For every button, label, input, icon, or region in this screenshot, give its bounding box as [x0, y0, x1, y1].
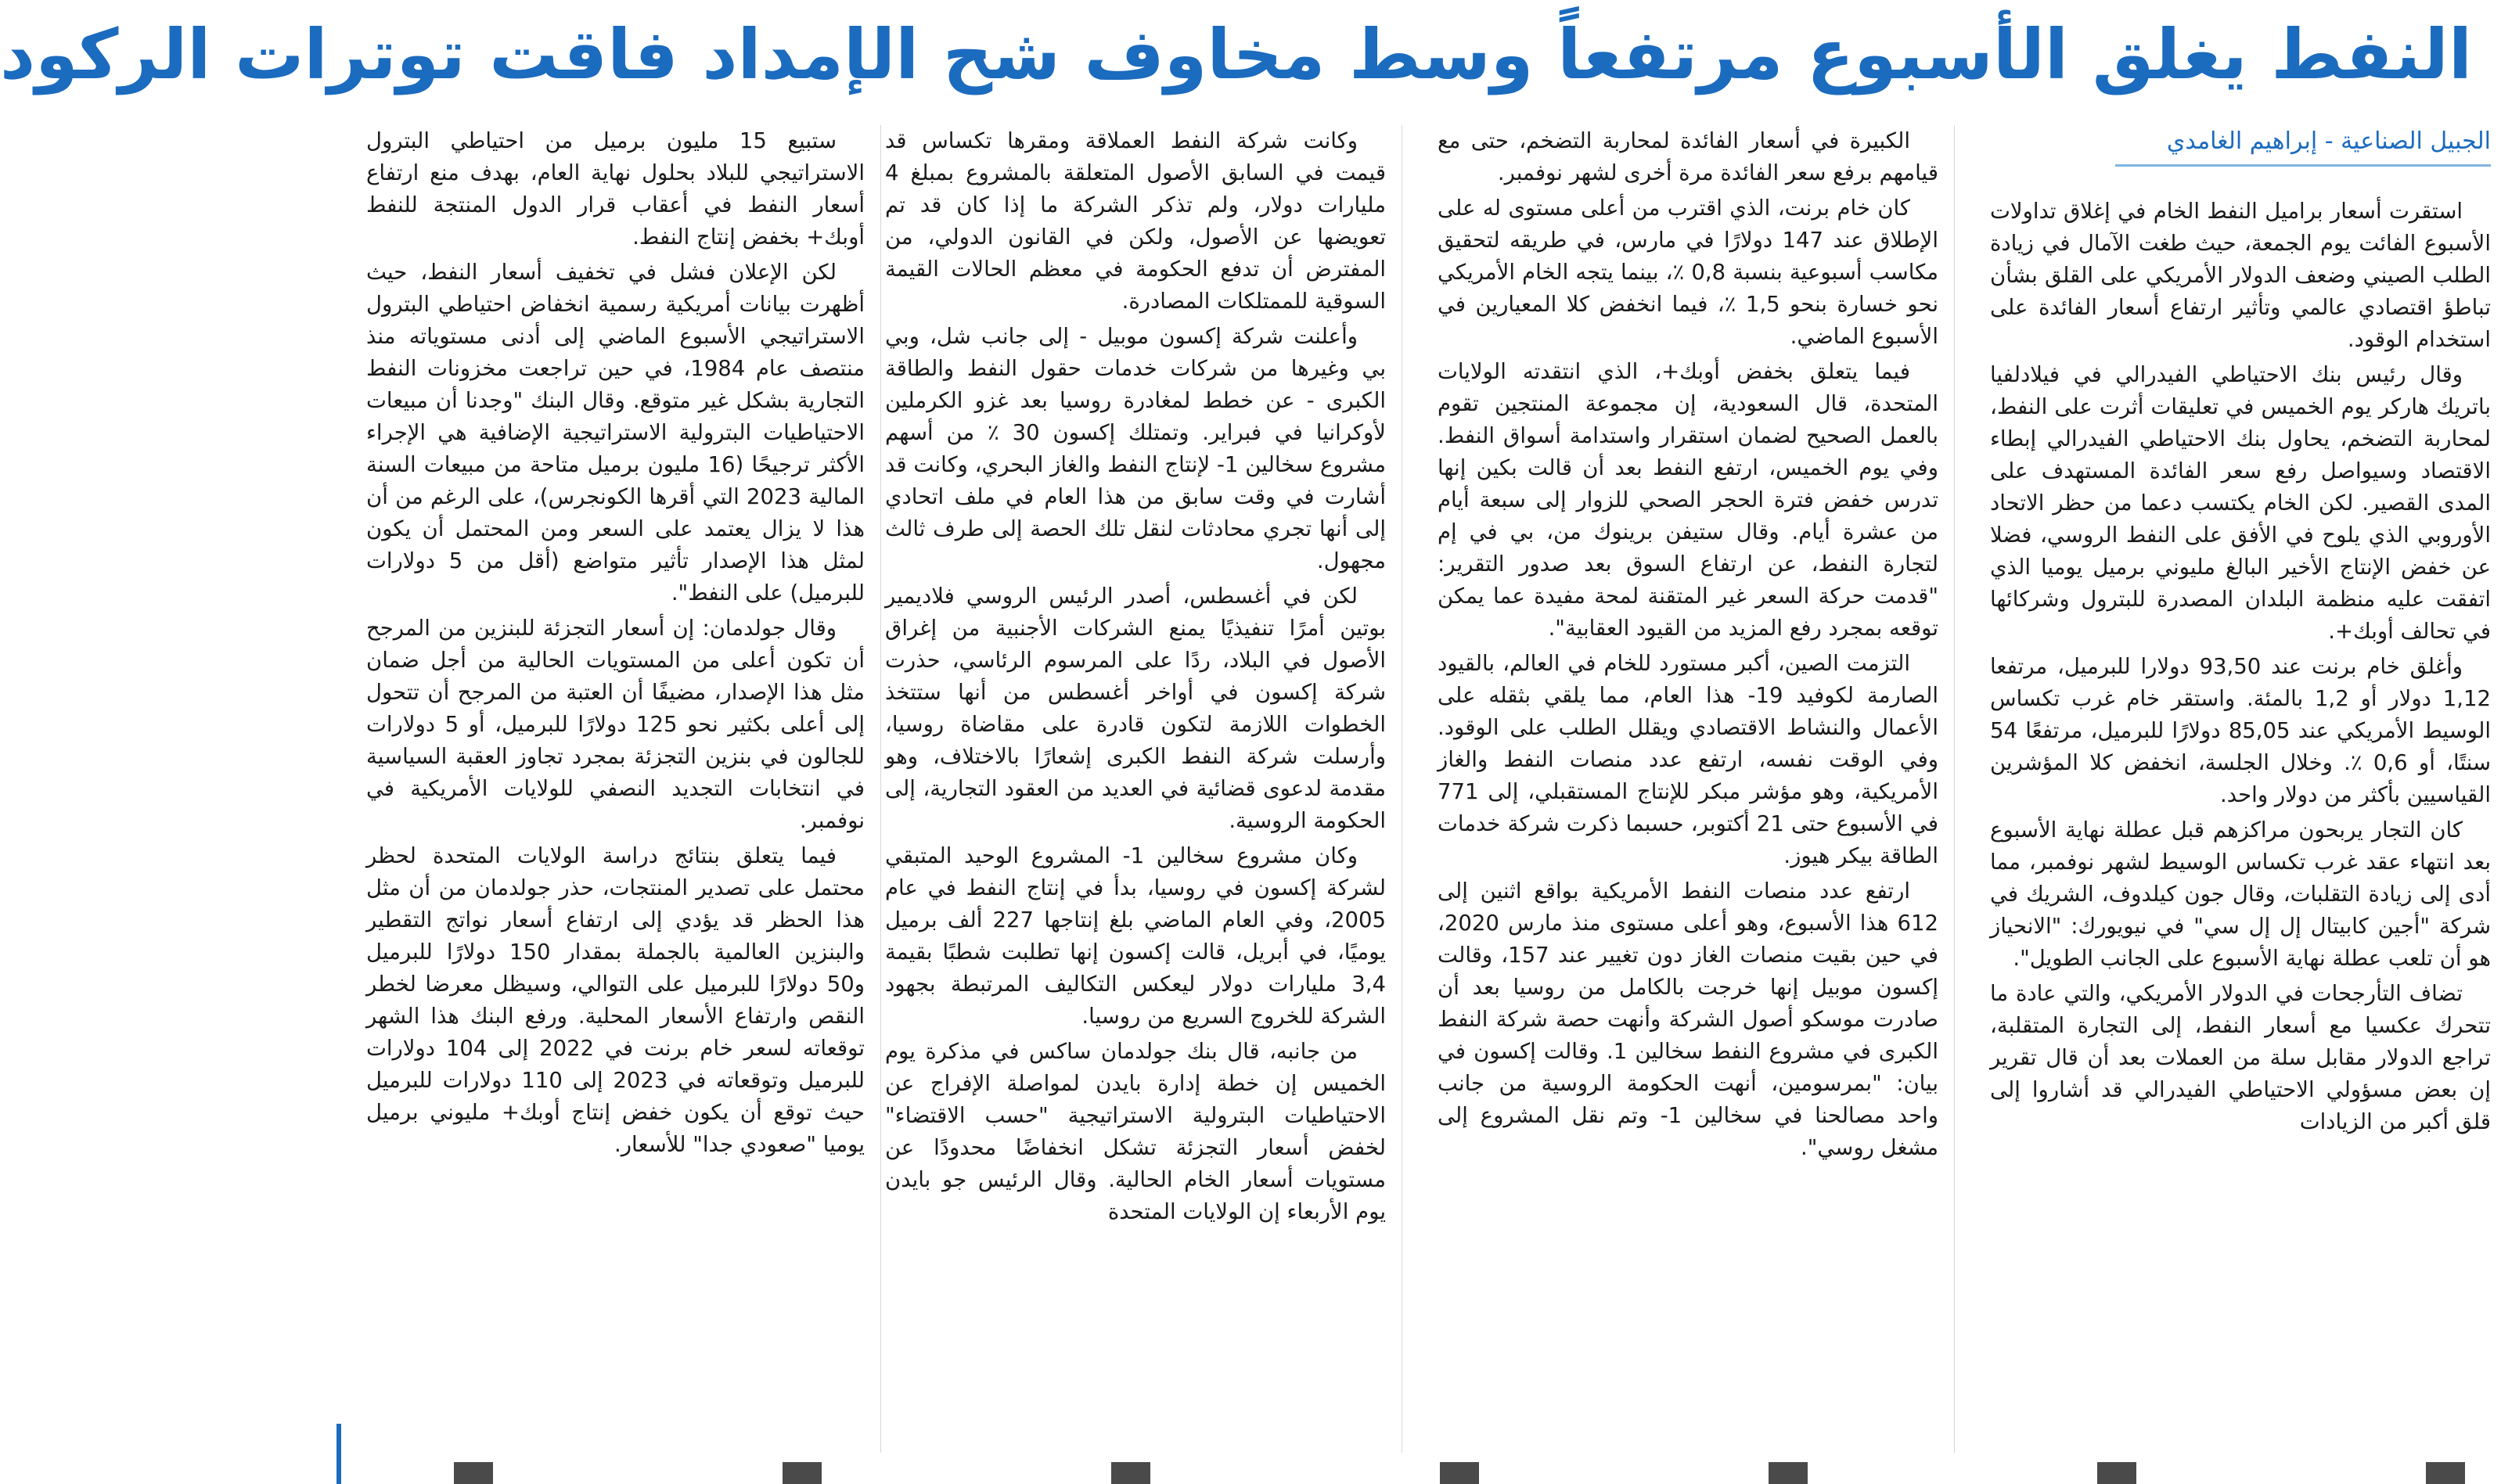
paragraph: لكن في أغسطس، أصدر الرئيس الروسي فلاديمير بوتين أمرًا تنفيذيًا يمنع الشركات الأجنبية من إغراق الأصول في البلاد، ردًا على المرسوم الرئاسي، حذرت شركة إكسون في أواخر أغسطس من أنها ستتخذ الخطوات اللازمة لتكون قادرة على مقاضاة روسيا، وأرسلت شركة النفط الكبرى إشعارًا بالاختلاف، وهو مقدمة لدعوى قضائية في العديد من العقود التجارية، إلى الحكومة الروسية.: [885, 584, 1386, 833]
paragraph: التزمت الصين، أكبر مستورد للخام في العالم، بالقيود الصارمة لكوفيد 19- هذا العام، مما يلقي بثقله على الأعمال والنشاط الاقتصادي ويقلل الطلب على الوقود. وفي الوقت نفسه، ارتفع عدد منصات النفط والغاز الأمريكية، وهو مؤشر مبكر للإنتاج المستقبلي، إلى 771 في الأسبوع حتى 21 أكتوبر، حسبما ذكرت شركة خدمات الطاقة بيكر هيوز.: [1438, 651, 1939, 868]
article-columns: [365, 125, 2491, 1453]
paragraph: ارتفع عدد منصات النفط الأمريكية بواقع اثنين إلى 612 هذا الأسبوع، وهو أعلى مستوى منذ مارس 2020، في حين بقيت منصات الغاز دون تغيير عند 157، وقالت إكسون موبيل إنها خرجت بالكامل من روسيا بعد أن صادرت موسكو أصول الشركة وأنهت حصة شركة النفط الكبرى في مشروع النفط سخالين 1. وقالت إكسون في بيان: "بمرسومين، أنهت الحكومة الروسية من جانب واحد مصالحنا في سخالين 1- وتم نقل المشروع إلى مشغل روسي".: [1438, 879, 1939, 1160]
article-byline: الجبيل الصناعية - إبراهيم الغامدي: [2115, 124, 2491, 167]
paragraph: وقال رئيس بنك الاحتياطي الفيدرالي في فيلادلفيا باتريك هاركر يوم الخميس في تعليقات أثرت على النفط، لمحاربة التضخم، يحاول بنك الاحتياطي الفيدرالي إبطاء الاقتصاد وسيواصل رفع سعر الفائدة المستهدف على المدى القصير. لكن الخام يكتسب دعما من حظر الاتحاد الأوروبي الذي يلوح في الأفق على النفط الروسي، فضلا عن خفض الإنتاج الأخير البالغ مليوني برميل يوميا الذي اتفقت عليه منظمة البلدان المصدرة للبترول وشركائها في تحالف أوبك+.: [1990, 362, 2491, 644]
column-divider: [880, 125, 881, 1453]
paragraph: وأعلنت شركة إكسون موبيل - إلى جانب شل، وبي بي وغيرها من شركات خدمات حقول النفط والطاقة الكبرى - عن خطط لمغادرة روسيا بعد غزو الكرملين لأوكرانيا في فبراير. وتمتلك إكسون 30 ٪ من أسهم مشروع سخالين 1- لإنتاج النفط والغاز البحري، وكانت قد أشارت في وقت سابق من هذا العام في ملف اتحادي إلى أنها تجري محادثات لنقل تلك الحصة إلى طرف ثالث مجهول.: [885, 324, 1386, 573]
paragraph: فيما يتعلق بخفض أوبك+، الذي انتقدته الولايات المتحدة، قال السعودية، إن مجموعة المنتجين تقوم بالعمل الصحيح لضمان استقرار واستدامة أسواق النفط. وفي يوم الخميس، ارتفع النفط بعد أن قالت بكين إنها تدرس خفض فترة الحجر الصحي للزوار إلى سبعة أيام من عشرة أيام. وقال ستيفن برينوك من، بي في إم لتجارة النفط، عن ارتفاع السوق بعد صدور التقرير: "قدمت حركة السعر غير المتقنة لمحة مفيدة عما يمكن توقعه بمجرد رفع المزيد من القيود العقابية".: [1438, 359, 1938, 641]
article-column-3: [885, 125, 1386, 1453]
article-column-1: [1990, 196, 2491, 1453]
paragraph: وكان مشروع سخالين 1- المشروع الوحيد المتبقي لشركة إكسون في روسيا، بدأ في إنتاج النفط في عام 2005، وفي العام الماضي بلغ إنتاجها 227 ألف برميل يوميًا، في أبريل، قالت إكسون إنها تطلبت شطبًا بقيمة 3,4 مليارات دولار ليعكس التكاليف المرتبطة بجهود الشركة للخروج السريع من روسيا.: [885, 843, 1386, 1029]
column-divider: [1954, 125, 1955, 1453]
paragraph: تضاف التأرجحات في الدولار الأمريكي، والتي عادة ما تتحرك عكسيا مع أسعار النفط، إلى التجارة المتقلبة، تراجع الدولار مقابل سلة من العملات بعد أن قال تقرير إن بعض مسؤولي الاحتياطي الفيدرالي قد أشاروا إلى قلق أكبر من الزيادات: [1990, 981, 2491, 1134]
page-edge-marker: [336, 1424, 341, 1484]
paragraph: فيما يتعلق بنتائج دراسة الولايات المتحدة لحظر محتمل على تصدير المنتجات، حذر جولدمان من أن مثل هذا الحظر قد يؤدي إلى ارتفاع أسعار نواتج التقطير والبنزين العالمية بالجملة بمقدار 150 دولارًا للبرميل و50 دولارًا للبرميل على التوالي، وسيظل معرضا لخطر النقص وارتفاع الأسعار المحلية. ورفع البنك هذا الشهر توقعاته لسعر خام برنت في 2022 إلى 104 دولارات للبرميل وتوقعاته في 2023 إلى 110 دولارات للبرميل حيث توقع أن يكون خفض إنتاج أوبك+ مليوني برميل يوميا "صعودي جدا" للأسعار.: [366, 843, 865, 1157]
article-column-4: [366, 125, 865, 1453]
paragraph: من جانبه، قال بنك جولدمان ساكس في مذكرة يوم الخميس إن خطة إدارة بايدن لمواصلة الإفراج عن الاحتياطيات البترولية الاستراتيجية "حسب الاقتضاء" لخفض أسعار التجزئة تشكل انخفاضًا محدودًا عن مستويات أسعار الخام الحالية. وقال الرئيس جو بايدن يوم الأربعاء إن الولايات المتحدة: [885, 1039, 1386, 1224]
paragraph: كان التجار يربحون مراكزهم قبل عطلة نهاية الأسبوع بعد انتهاء عقد غرب تكساس الوسيط لشهر نوفمبر، مما أدى إلى زيادة التقلبات، وقال جون كيلدوف، الشريك في شركة "أجين كابيتال إل إل سي" في نيويورك: "الانحياز هو أن تلعب عطلة نهاية الأسبوع على الجانب الطويل".: [1990, 817, 2491, 971]
article-headline: النفط يغلق الأسبوع مرتفعاً وسط مخاوف شح الإمداد فاقت توترات الركود: [0, 14, 2472, 95]
paragraph: لكن الإعلان فشل في تخفيف أسعار النفط، حيث أظهرت بيانات أمريكية رسمية انخفاض احتياطي البترول الاستراتيجي الأسبوع الماضي إلى أدنى مستوياته منذ منتصف عام 1984، في حين تراجعت مخزونات النفط التجارية بشكل غير متوقع. وقال البنك "وجدنا أن مبيعات الاحتياطيات البترولية الاستراتيجية الإضافية هي الإجراء الأكثر ترجيحًا (16 مليون برميل متاحة من مبيعات السنة المالية 2023 التي أقرها الكونجرس)، على الرغم من أن هذا لا يزال يعتمد على السعر ومن المحتمل أن يكون لمثل هذا الإصدار تأثير متواضع (أقل من 5 دولارات للبرميل) على النفط".: [366, 260, 865, 605]
paragraph: وقال جولدمان: إن أسعار التجزئة للبنزين من المرجح أن تكون أعلى من المستويات الحالية من أجل ضمان مثل هذا الإصدار، مضيفًا أن العتبة من المرجح أن تتحول إلى أعلى بكثير نحو 125 دولارًا للبرميل، أو 5 دولارات للجالون في بنزين التجزئة بمجرد تجاوز العقبة السياسية في انتخابات التجديد النصفي للولايات الأمريكية في نوفمبر.: [366, 616, 865, 833]
article-column-2: [1438, 125, 1938, 1453]
paragraph: استقرت أسعار براميل النفط الخام في إغلاق تداولات الأسبوع الفائت يوم الجمعة، حيث طغت الآمال في زيادة الطلب الصيني وضعف الدولار الأمريكي على القلق بشأن تباطؤ اقتصادي عالمي وتأثير ارتفاع أسعار الفائدة على استخدام الوقود.: [1990, 199, 2491, 352]
bottom-ornament-rule: [336, 1462, 2519, 1484]
paragraph: ستبيع 15 مليون برميل من احتياطي البترول الاستراتيجي للبلاد بحلول نهاية العام، بهدف منع ارتفاع أسعار النفط في أعقاب قرار الدول المنتجة للنفط أوبك+ بخفض إنتاج النفط.: [366, 128, 865, 250]
paragraph: وأغلق خام برنت عند 93,50 دولارا للبرميل، مرتفعا 1,12 دولار أو 1,2 بالمئة. واستقر خام غرب تكساس الوسيط الأمريكي عند 85,05 دولارًا للبرميل، مرتفعًا 54 سنتًا، أو 0,6 ٪. وخلال الجلسة، انخفض كلا المؤشرين القياسيين بأكثر من دولار واحد.: [1990, 654, 2492, 807]
paragraph: وكانت شركة النفط العملاقة ومقرها تكساس قد قيمت في السابق الأصول المتعلقة بالمشروع بمبلغ 4 مليارات دولار، ولم تذكر الشركة ما إذا كان قد تم تعويضها عن الأصول، ولكن في القانون الدولي، من المفترض أن تدفع الحكومة في معظم الحالات القيمة السوقية للممتلكات المصادرة.: [885, 128, 1386, 314]
paragraph: كان خام برنت، الذي اقترب من أعلى مستوى له على الإطلاق عند 147 دولارًا في مارس، في طريقه لتحقيق مكاسب أسبوعية بنسبة 0,8 ٪، بينما يتجه الخام الأمريكي نحو خسارة بنحو 1,5 ٪، فيما انخفض كلا المعيارين في الأسبوع الماضي.: [1438, 196, 1938, 349]
paragraph: الكبيرة في أسعار الفائدة لمحاربة التضخم، حتى مع قيامهم برفع سعر الفائدة مرة أخرى لشهر نوفمبر.: [1438, 128, 1938, 185]
